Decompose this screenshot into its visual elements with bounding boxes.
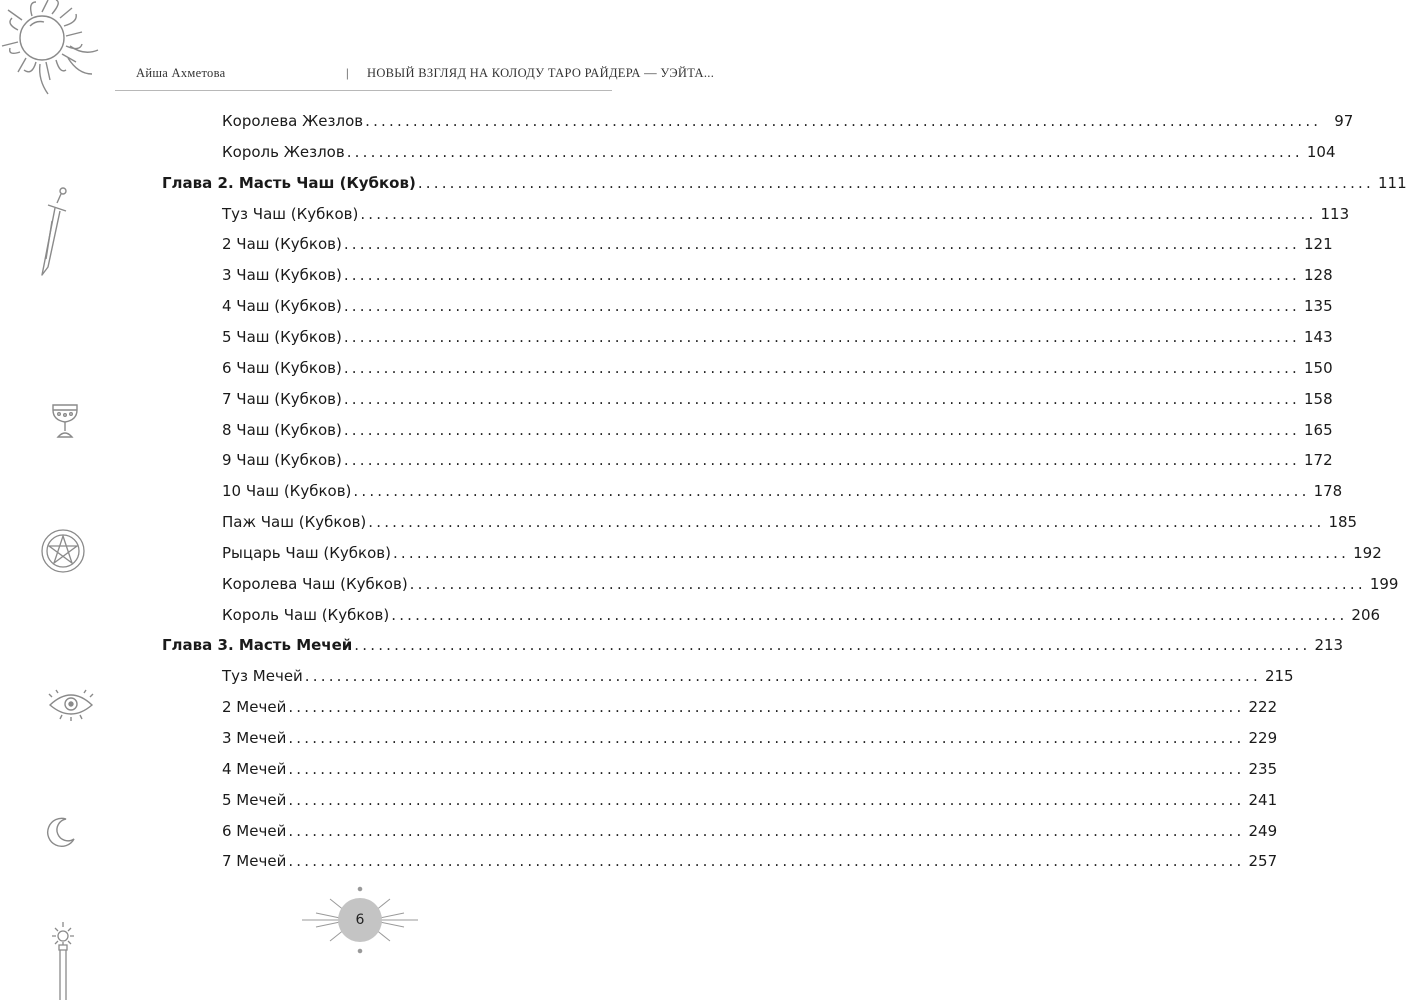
toc-entry-label: 7 Чаш (Кубков) xyxy=(222,389,342,408)
toc-entry-page: 213 xyxy=(1314,636,1344,655)
toc-entry-page: 192 xyxy=(1353,543,1382,562)
toc-entry-label: 8 Чаш (Кубков) xyxy=(222,420,342,439)
toc-entry-label: Рыцарь Чаш (Кубков) xyxy=(222,543,391,562)
toc-entry-label: Королева Жезлов xyxy=(222,112,364,130)
toc-leader-dots: ........................................................................................................................ xyxy=(392,543,1350,562)
toc-entry xyxy=(222,757,1278,781)
toc-entry xyxy=(222,387,1333,411)
header-rule xyxy=(115,90,612,91)
toc-leader-dots: ........................................................................................................................ xyxy=(288,790,1245,809)
toc-entry xyxy=(222,572,1399,596)
toc-entry xyxy=(222,448,1333,472)
toc-leader-dots: ........................................................................................................................ xyxy=(288,698,1245,717)
toc-entry-label: Глава 2. Масть Чаш (Кубков) xyxy=(162,173,416,192)
toc-entry-page: 199 xyxy=(1369,574,1399,593)
sun-icon xyxy=(0,0,105,95)
eye-icon xyxy=(46,688,96,722)
toc-leader-dots: ........................................................................................................................ xyxy=(391,605,1348,624)
running-header xyxy=(115,66,715,92)
toc-entry-page: 135 xyxy=(1304,297,1333,316)
toc-entry-label: Глава 3. Масть Мечей xyxy=(162,636,353,655)
toc-leader-dots: ........................................................................................................................ xyxy=(343,420,1301,439)
toc-leader-dots: ........................................................................................................................ xyxy=(343,266,1301,285)
toc-entry xyxy=(222,418,1333,442)
toc-chapter-entry xyxy=(162,633,1344,657)
toc-entry-page: 235 xyxy=(1248,759,1278,778)
toc-entry-page: 158 xyxy=(1304,389,1333,408)
wand-icon xyxy=(48,920,78,1000)
toc-entry-label: 3 Чаш (Кубков) xyxy=(222,266,342,285)
toc-entry xyxy=(222,109,1354,133)
toc-entry-page: 150 xyxy=(1304,358,1333,377)
toc-entry-label: 5 Мечей xyxy=(222,790,287,809)
toc-entry xyxy=(222,479,1343,503)
toc-entry-label: 4 Чаш (Кубков) xyxy=(222,297,342,316)
toc-entry-page: 249 xyxy=(1248,821,1278,840)
toc-leader-dots: ........................................................................................................................ xyxy=(343,451,1301,470)
toc-entry-page: 121 xyxy=(1304,235,1333,254)
toc-entry-label: Паж Чаш (Кубков) xyxy=(222,513,367,532)
toc-entry-label: 4 Мечей xyxy=(222,759,287,778)
toc-entry-page: 241 xyxy=(1248,790,1278,809)
toc-leader-dots: ........................................................................................................................ xyxy=(288,852,1245,871)
toc-entry-page: 229 xyxy=(1248,729,1278,747)
toc-chapter-entry xyxy=(162,171,1407,195)
toc-entry-label: Королева Чаш (Кубков) xyxy=(222,574,408,593)
toc-entry xyxy=(222,695,1278,719)
toc-leader-dots: ........................................................................................................................ xyxy=(288,729,1245,747)
toc-leader-dots: ........................................................................................................................ xyxy=(353,482,1310,501)
toc-entry-label: Король Жезлов xyxy=(222,142,345,161)
toc-entry-label: 7 Мечей xyxy=(222,852,287,871)
toc-entry xyxy=(222,819,1278,843)
toc-entry-page: 215 xyxy=(1264,667,1294,686)
toc-entry xyxy=(222,140,1336,164)
toc-leader-dots: ........................................................................................................................ xyxy=(409,574,1366,593)
toc-entry xyxy=(222,510,1358,534)
toc-leader-dots: ........................................................................................................................ xyxy=(343,297,1301,316)
toc-leader-dots: ........................................................................................................................ xyxy=(343,327,1301,346)
toc-entry xyxy=(222,726,1278,750)
toc-entry-label: Туз Чаш (Кубков) xyxy=(222,204,359,223)
toc-entry-label: 9 Чаш (Кубков) xyxy=(222,451,342,470)
toc-entry xyxy=(222,664,1294,688)
toc-leader-dots: ........................................................................................................................ xyxy=(343,358,1301,377)
pentacle-icon xyxy=(40,528,86,574)
toc-entry-label: 3 Мечей xyxy=(222,729,287,747)
toc-entry-page: 172 xyxy=(1304,451,1333,470)
page-number: 6 xyxy=(355,912,365,928)
toc-entry-page: 206 xyxy=(1351,605,1381,624)
toc-entry xyxy=(222,541,1382,565)
toc-entry xyxy=(222,202,1350,226)
toc-leader-dots: ........................................................................................................................ xyxy=(368,513,1325,532)
toc-entry-page: 113 xyxy=(1320,204,1350,223)
chalice-icon xyxy=(50,402,80,440)
toc-entry-label: Король Чаш (Кубков) xyxy=(222,605,390,624)
toc-entry-page: 165 xyxy=(1304,420,1333,439)
header-separator: | xyxy=(346,66,349,80)
toc-leader-dots: ........................................................................................................................ xyxy=(360,204,1317,223)
toc-entry-page: 185 xyxy=(1328,513,1358,532)
toc-entry xyxy=(222,325,1333,349)
toc-leader-dots: ........................................................................................................................ xyxy=(343,389,1301,408)
toc-entry xyxy=(222,788,1278,812)
sword-icon xyxy=(36,185,70,277)
toc-leader-dots: ........................................................................................................................ xyxy=(343,235,1301,254)
toc-entry xyxy=(222,849,1278,873)
toc-entry xyxy=(222,603,1381,627)
toc-entry-page: 178 xyxy=(1313,482,1343,501)
toc-entry xyxy=(222,356,1333,380)
toc-entry xyxy=(222,232,1333,256)
toc-entry-page: 257 xyxy=(1248,852,1278,871)
toc-leader-dots: ........................................................................................................................ xyxy=(288,821,1245,840)
crescent-moon-icon xyxy=(44,815,78,849)
toc-entry-page: 222 xyxy=(1248,698,1278,717)
toc-leader-dots: ........................................................................................................................ xyxy=(304,667,1261,686)
toc-entry-page: 111 xyxy=(1377,173,1407,192)
toc-leader-dots: ........................................................................................................................ xyxy=(346,142,1303,161)
header-book-title: НОВЫЙ ВЗГЛЯД НА КОЛОДУ ТАРО РАЙДЕРА — УЭЙТА... xyxy=(367,66,715,80)
toc-leader-dots: ........................................................................................................................ xyxy=(354,636,1311,655)
toc-entry-page: 97 xyxy=(1334,112,1354,130)
toc-entry-page: 143 xyxy=(1304,327,1333,346)
toc-entry-label: Туз Мечей xyxy=(222,667,303,686)
toc-leader-dots: ........................................................................................................................ xyxy=(365,112,1322,130)
toc-leader-dots: ........................................................................................................................ xyxy=(288,759,1245,778)
toc-entry-label: 2 Чаш (Кубков) xyxy=(222,235,342,254)
toc-leader-dots: ........................................................................................................................ xyxy=(417,173,1374,192)
toc-entry xyxy=(222,294,1333,318)
toc-entry-page: 104 xyxy=(1306,142,1336,161)
toc-entry-page: 128 xyxy=(1304,266,1333,285)
toc-entry-label: 6 Чаш (Кубков) xyxy=(222,358,342,377)
toc-entry xyxy=(222,263,1333,287)
toc-entry-label: 10 Чаш (Кубков) xyxy=(222,482,352,501)
toc-entry-label: 5 Чаш (Кубков) xyxy=(222,327,342,346)
toc-entry-label: 2 Мечей xyxy=(222,698,287,717)
toc-entry-label: 6 Мечей xyxy=(222,821,287,840)
header-author: Айша Ахметова xyxy=(136,66,226,80)
